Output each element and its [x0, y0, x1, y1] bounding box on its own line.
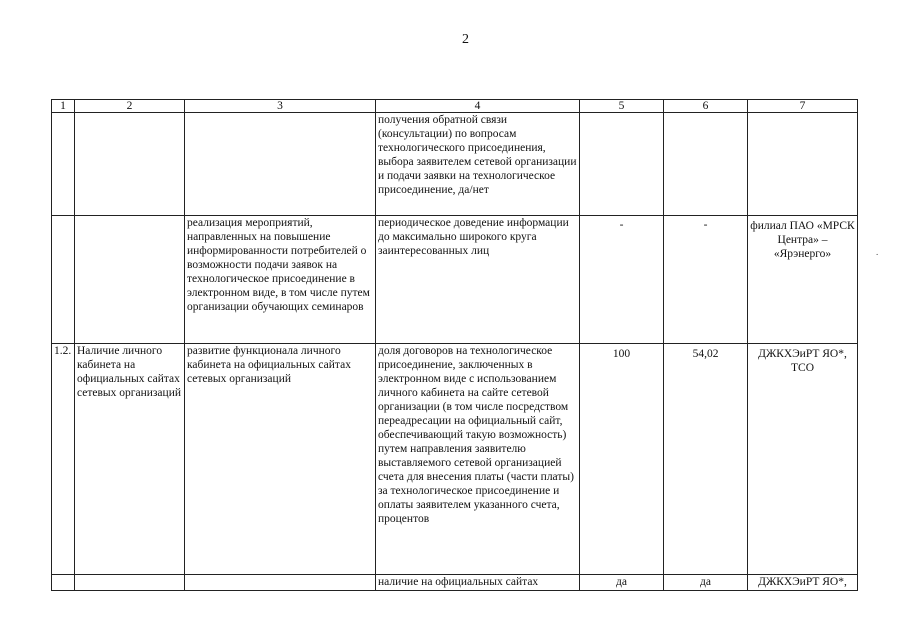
table-cell: Наличие личного кабинета на официальных сайтах сетевых организаций [75, 344, 185, 575]
table-cell: - [580, 216, 664, 344]
table-cell [52, 216, 75, 344]
table-cell [75, 216, 185, 344]
table-cell [75, 113, 185, 216]
table-cell: - [664, 216, 748, 344]
table-cell: ДЖКХЭиРТ ЯО*, ТСО [748, 344, 858, 575]
table-cell: да [664, 575, 748, 591]
table-header-row [52, 100, 858, 113]
page-number: 2 [462, 32, 469, 47]
header-cell: 3 [185, 100, 376, 113]
table-row [52, 216, 858, 344]
table-cell [580, 113, 664, 216]
table-cell: получения обратной связи (консультации) по вопросам технологического присоединения, выбора заявителем сетевой организации и подачи заявки на технологическое присоединение, да/нет [376, 113, 580, 216]
table-cell: ДЖКХЭиРТ ЯО*, [748, 575, 858, 591]
table-row [52, 113, 858, 216]
table-cell [185, 575, 376, 591]
header-cell: 4 [376, 100, 580, 113]
table-cell [52, 113, 75, 216]
table-cell: филиал ПАО «МРСК Центра» – «Ярэнерго» [748, 216, 858, 344]
measures-table [51, 99, 858, 591]
header-cell: 6 [664, 100, 748, 113]
table-cell: развитие функционала личного кабинета на официальных сайтах сетевых организаций [185, 344, 376, 575]
table-cell: реализация мероприятий, направленных на повышение информированности потребителей о возможности подачи заявок на технологическое присоединение в электронном виде, в том числе путем организации обучающих семинаров [185, 216, 376, 344]
table-cell [75, 575, 185, 591]
row-number-cell: 1.2. [52, 344, 75, 575]
table-cell [664, 113, 748, 216]
header-cell: 5 [580, 100, 664, 113]
table-cell: периодическое доведение информации до максимально широкого круга заинтересованных лиц [376, 216, 580, 344]
scan-speck: . [876, 247, 879, 257]
table-cell: да [580, 575, 664, 591]
table-cell [185, 113, 376, 216]
header-cell: 7 [748, 100, 858, 113]
header-cell: 1 [52, 100, 75, 113]
table-cell: доля договоров на технологическое присоединение, заключенных в электронном виде с использованием личного кабинета на сайте сетевой организации (в том числе посредством переадресации на официальный сайт, обеспечивающий такую возможность) путем направления заявителю выставляемого сетевой организацией счета для внесения платы (части платы) за технологическое присоединение и оплаты заявителем указанного счета, процентов [376, 344, 580, 575]
table-cell: 54,02 [664, 344, 748, 575]
table-row [52, 344, 858, 575]
table-row [52, 575, 858, 591]
table-cell [748, 113, 858, 216]
table-cell: 100 [580, 344, 664, 575]
header-cell: 2 [75, 100, 185, 113]
table-cell [52, 575, 75, 591]
table-cell: наличие на официальных сайтах [376, 575, 580, 591]
